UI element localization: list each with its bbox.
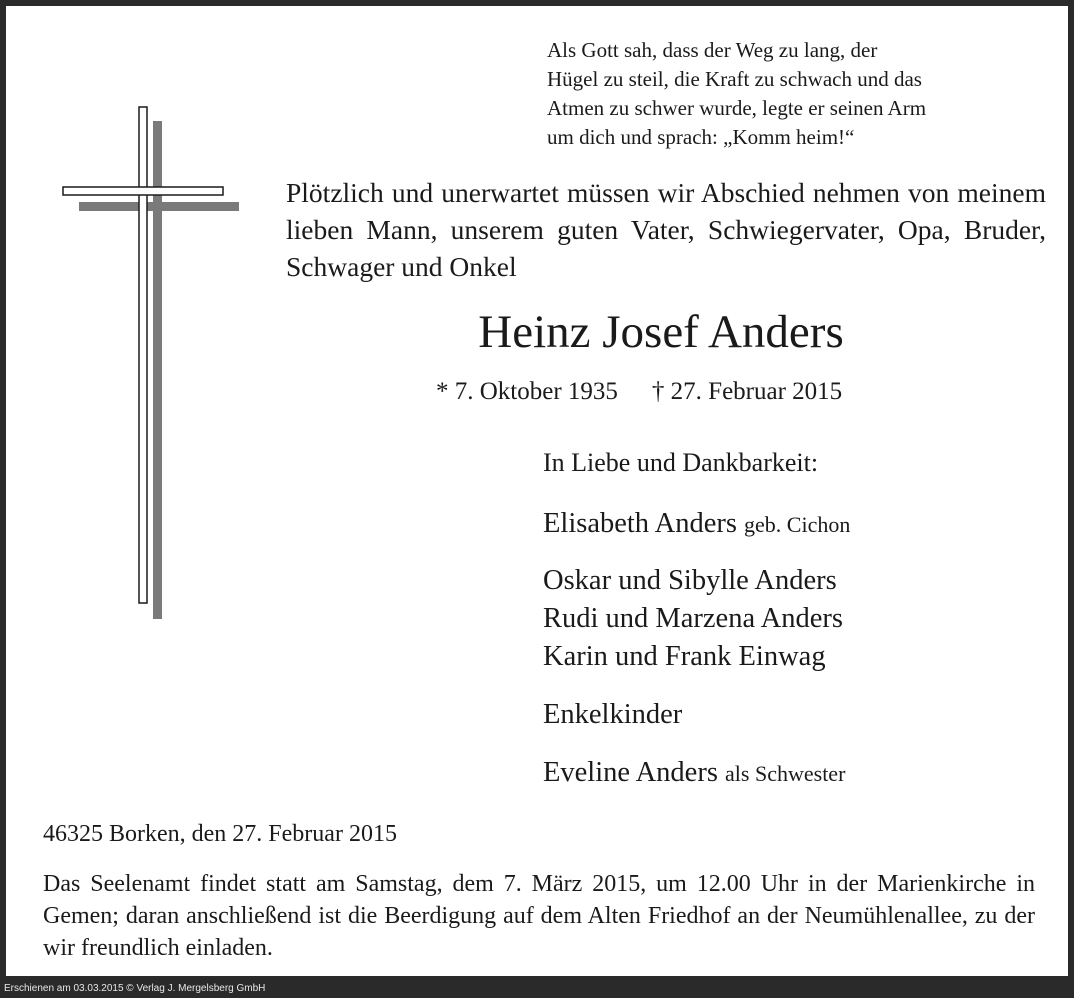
mourner-child: Rudi und Marzena Anders — [543, 603, 843, 634]
intro-text: Plötzlich und unerwartet müssen wir Abschied nehmen von meinem lieben Mann, unserem guten Vater, Schwiegervater, Opa, Bruder, Schwager und Onkel — [286, 177, 1046, 282]
obituary-notice — [6, 6, 1068, 976]
mourner-child: Karin und Frank Einwag — [543, 641, 826, 672]
deceased-name: Heinz Josef Anders — [478, 306, 844, 358]
poem-line: Als Gott sah, dass der Weg zu lang, der — [547, 38, 878, 62]
mourner-sister — [543, 754, 845, 793]
poem-line: Atmen zu schwer wurde, legte er seinen Arm — [547, 96, 927, 120]
publication-footer: Erschienen am 03.03.2015 © Verlag J. Mergelsberg GmbH — [4, 983, 266, 994]
mourner-name: Eveline Anders — [543, 757, 718, 788]
mourner-child: Oskar und Sibylle Anders — [543, 565, 837, 596]
mourner-name: Elisabeth Anders — [543, 508, 737, 539]
birth-date: * 7. Oktober 1935 — [436, 378, 618, 405]
mourner-wife — [543, 505, 850, 544]
service-notice: Das Seelenamt findet statt am Samstag, dem 7. März 2015, um 12.00 Uhr in der Marienkirche in Gemen; daran anschließend ist die Beerdigung auf dem Alten Friedhof an der Neumühlenallee, zu der wir freundlich einladen. — [43, 871, 1035, 961]
life-dates — [436, 376, 842, 408]
place-date: 46325 Borken, den 27. Februar 2015 — [43, 821, 397, 847]
poem — [547, 36, 1027, 152]
mourner-grandchildren: Enkelkinder — [543, 699, 683, 730]
mourner-note: als Schwester — [725, 761, 846, 786]
poem-line: um dich und sprach: „Komm heim!“ — [547, 125, 855, 149]
mourners-heading: In Liebe und Dankbarkeit: — [543, 448, 819, 477]
poem-line: Hügel zu steil, die Kraft zu schwach und das — [547, 67, 922, 91]
death-date: † 27. Februar 2015 — [651, 378, 843, 405]
mourner-note: geb. Cichon — [744, 512, 851, 537]
